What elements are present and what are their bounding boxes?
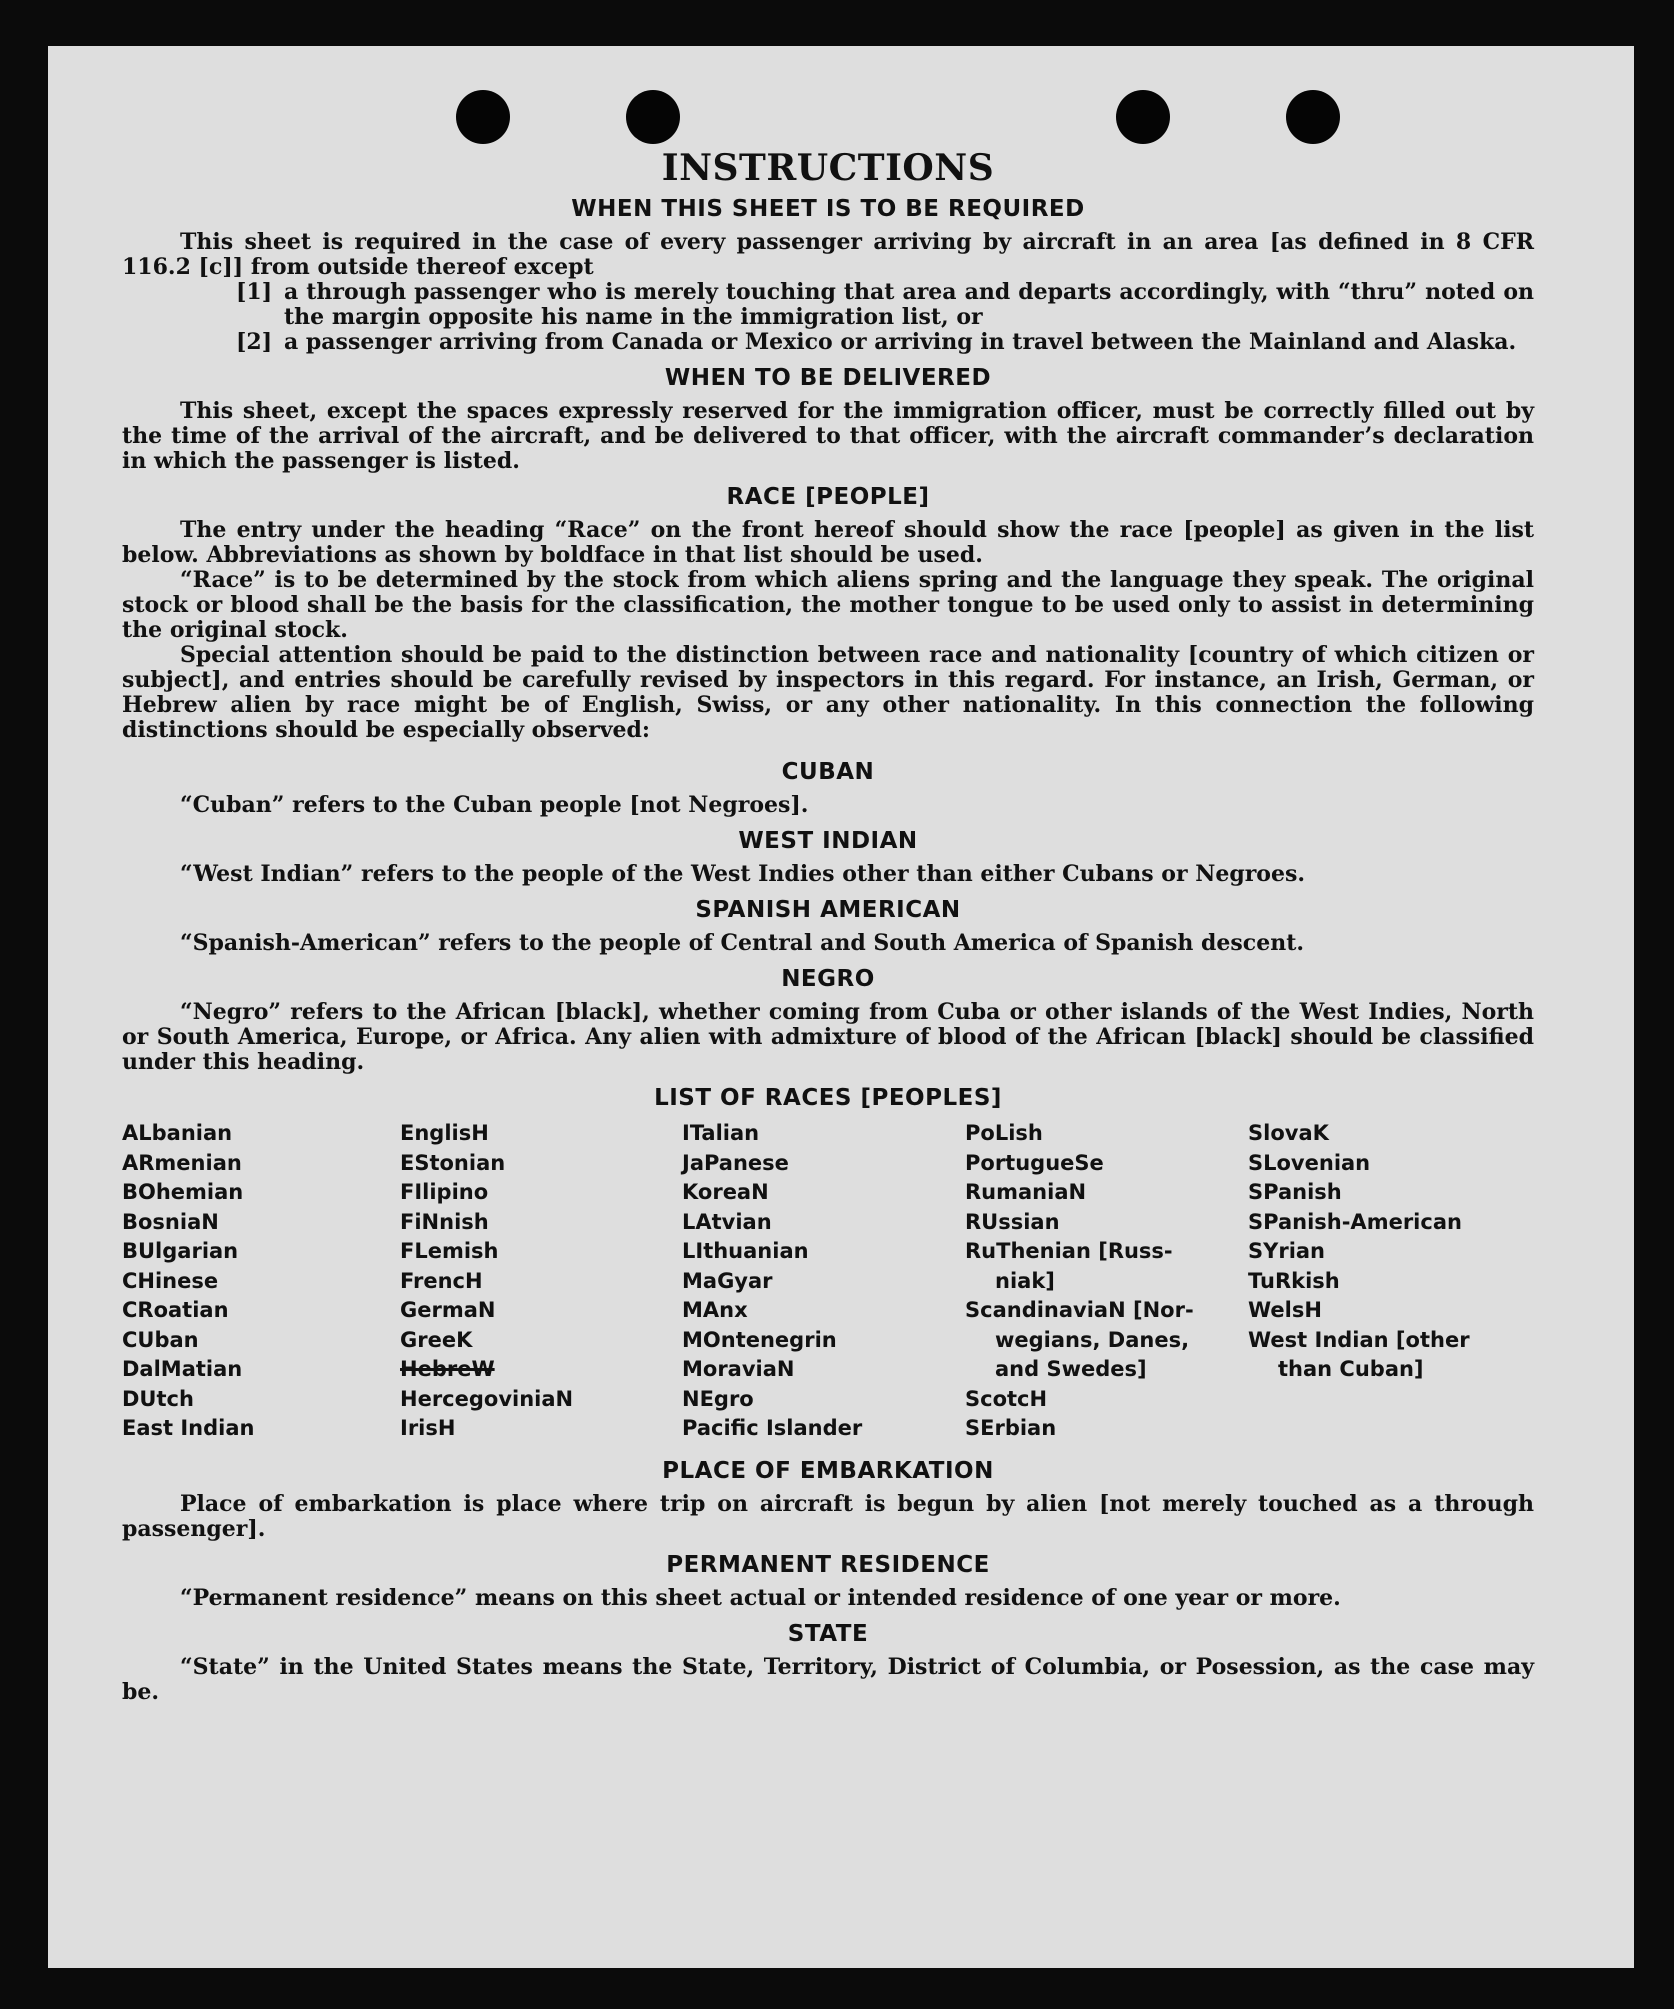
punch-hole	[626, 90, 680, 144]
spanish-american-text: “Spanish-American” refers to the people of Central and South America of Spanish descent.	[180, 930, 1305, 956]
race-entry: FLemish	[400, 1239, 499, 1263]
race-entry: GermaN	[400, 1298, 496, 1322]
race-entry: ARmenian	[122, 1150, 242, 1175]
race-entry-continued: and Swedes]	[995, 1357, 1147, 1381]
heading-west-indian: WEST INDIAN	[738, 828, 918, 854]
residence-text: “Permanent residence” means on this sheet actual or intended residence of one year or more.	[180, 1584, 1341, 1611]
race-entry: BosniaN	[122, 1209, 219, 1234]
race-entry: RuThenian [Russ-	[965, 1239, 1173, 1263]
race-entry: SErbian	[965, 1416, 1057, 1440]
exception-text: a through passenger who is merely touching that area and departs accordingly, with “thru” noted on the margin opposite his name in the immigration list, or	[284, 279, 1534, 330]
embarkation-text: Place of embarkation is place where trip on aircraft is begun by alien [not merely touched as a through passenger].	[122, 1490, 1534, 1542]
heading-embarkation: PLACE OF EMBARKATION	[662, 1457, 994, 1484]
races-column	[1248, 1119, 1534, 1444]
heading-state: STATE	[787, 1620, 869, 1647]
race-entry: EnglisH	[400, 1121, 489, 1145]
race-entry: SLovenian	[1248, 1150, 1371, 1175]
race-entry: MaGyar	[682, 1268, 773, 1293]
race-entry: WelsH	[1248, 1298, 1322, 1322]
race-entry: SPanish	[1248, 1180, 1342, 1204]
race-entry: ScandinaviaN [Nor-	[965, 1298, 1194, 1322]
race-entry: CHinese	[122, 1268, 219, 1293]
race-entry: ScotcH	[965, 1386, 1048, 1411]
race-entry: KoreaN	[682, 1180, 769, 1204]
race-entry: JaPanese	[682, 1150, 789, 1175]
when-delivered-text: This sheet, except the spaces expressly reserved for the immigration officer, must be correctly filled out by the time of the arrival of the aircraft, and be delivered to that officer, with the aircraft commander’s declaration in which the passenger is listed.	[122, 398, 1534, 474]
race-entry: PoLish	[965, 1121, 1043, 1145]
race-entry: LIthuanian	[682, 1239, 809, 1263]
state-text: “State” in the United States means the State, Territory, District of Columbia, or Posession, as the case may be.	[122, 1653, 1534, 1705]
heading-spanish-american: SPANISH AMERICAN	[695, 897, 961, 923]
heading-when-delivered: WHEN TO BE DELIVERED	[664, 365, 992, 391]
race-paragraph: “Race” is to be determined by the stock from which aliens spring and the language they speak. The original stock or blood shall be the basis for the classification, the mother tongue to be used only to assist in determining the original stock.	[122, 567, 1534, 643]
race-entry: FiNnish	[400, 1209, 489, 1234]
race-entry: BOhemian	[122, 1180, 244, 1204]
heading-list-of-races: LIST OF RACES [PEOPLES]	[654, 1085, 1002, 1111]
race-entry: TuRkish	[1248, 1268, 1340, 1293]
race-entry: RUssian	[965, 1209, 1060, 1234]
race-entry: MoraviaN	[682, 1357, 795, 1381]
race-entry: SPanish-American	[1248, 1209, 1462, 1234]
document-sheet	[48, 46, 1634, 1968]
races-column	[682, 1119, 965, 1444]
race-entry: West Indian [other	[1248, 1327, 1470, 1352]
race-entry: SYrian	[1248, 1239, 1326, 1263]
races-column	[965, 1119, 1248, 1444]
when-required-intro: This sheet is required in the case of every passenger arriving by aircraft in an area [as defined in 8 CFR 116.2 [c]] from outside thereof except	[122, 229, 1534, 280]
page-title: INSTRUCTIONS	[661, 147, 995, 189]
race-entry-continued: than Cuban]	[1278, 1357, 1424, 1381]
race-entry: ITalian	[682, 1121, 760, 1145]
exception-number: [2]	[236, 329, 273, 355]
race-entry: East Indian	[122, 1416, 255, 1440]
race-entry: ALbanian	[122, 1121, 233, 1145]
race-entry: MAnx	[682, 1298, 748, 1322]
negro-text: “Negro” refers to the African [black], whether coming from Cuba or other islands of the West Indies, North or South America, Europe, or Africa. Any alien with admixture of blood of the African [black] should be classified under this heading.	[122, 999, 1534, 1075]
heading-cuban: CUBAN	[781, 759, 875, 785]
west-indian-text: “West Indian” refers to the people of the West Indies other than either Cubans or Negroes.	[180, 861, 1306, 887]
race-entry: LAtvian	[682, 1209, 772, 1234]
race-entry: RumaniaN	[965, 1180, 1087, 1204]
races-list	[122, 1119, 1534, 1444]
exception-number: [1]	[236, 279, 273, 305]
race-entry: FIlipino	[400, 1180, 489, 1204]
race-entry: DalMatian	[122, 1357, 243, 1381]
race-entry: SlovaK	[1248, 1121, 1329, 1145]
race-entry: EStonian	[400, 1150, 506, 1175]
race-entry: HercegoviniaN	[400, 1386, 574, 1411]
race-entry: BUlgarian	[122, 1239, 239, 1263]
heading-race: RACE [PEOPLE]	[726, 484, 930, 510]
races-column	[122, 1119, 400, 1444]
heading-residence: PERMANENT RESIDENCE	[666, 1551, 990, 1578]
exception-text: a passenger arriving from Canada or Mexico or arriving in travel between the Mainland and Alaska.	[284, 329, 1517, 355]
punch-hole	[1116, 90, 1170, 144]
race-entry: Pacific Islander	[682, 1416, 863, 1440]
race-entry-struck-out: HebreW	[400, 1357, 495, 1381]
exception-item	[122, 330, 1534, 355]
exception-item	[122, 280, 1534, 330]
races-column	[400, 1119, 682, 1444]
race-entry: MOntenegrin	[682, 1327, 837, 1352]
race-paragraph: The entry under the heading “Race” on the front hereof should show the race [people] as given in the list below. Abbreviations as shown by boldface in that list should be used.	[122, 517, 1534, 568]
race-entry: IrisH	[400, 1416, 456, 1440]
race-entry: PortugueSe	[965, 1150, 1104, 1175]
cuban-text: “Cuban” refers to the Cuban people [not Negroes].	[180, 792, 809, 818]
instructions-content	[122, 146, 1534, 1705]
race-entry: GreeK	[400, 1327, 473, 1352]
race-entry: CUban	[122, 1327, 199, 1352]
race-entry: CRoatian	[122, 1298, 229, 1322]
heading-negro: NEGRO	[781, 966, 875, 992]
race-entry: NEgro	[682, 1386, 754, 1411]
race-paragraph: Special attention should be paid to the distinction between race and nationality [country of which citizen or subject], and entries should be carefully revised by inspectors in this regard. For instance, an Irish, German, or Hebrew alien by race might be of English, Swiss, or any other nationality. In this connection the following distinctions should be especially observed:	[122, 642, 1534, 743]
punch-hole	[456, 90, 510, 144]
race-entry: DUtch	[122, 1386, 194, 1411]
race-entry-continued: niak]	[995, 1268, 1055, 1293]
punch-hole	[1286, 90, 1340, 144]
race-entry-continued: wegians, Danes,	[995, 1327, 1190, 1352]
race-entry: FrencH	[400, 1268, 483, 1293]
heading-when-required: WHEN THIS SHEET IS TO BE REQUIRED	[571, 196, 1085, 222]
